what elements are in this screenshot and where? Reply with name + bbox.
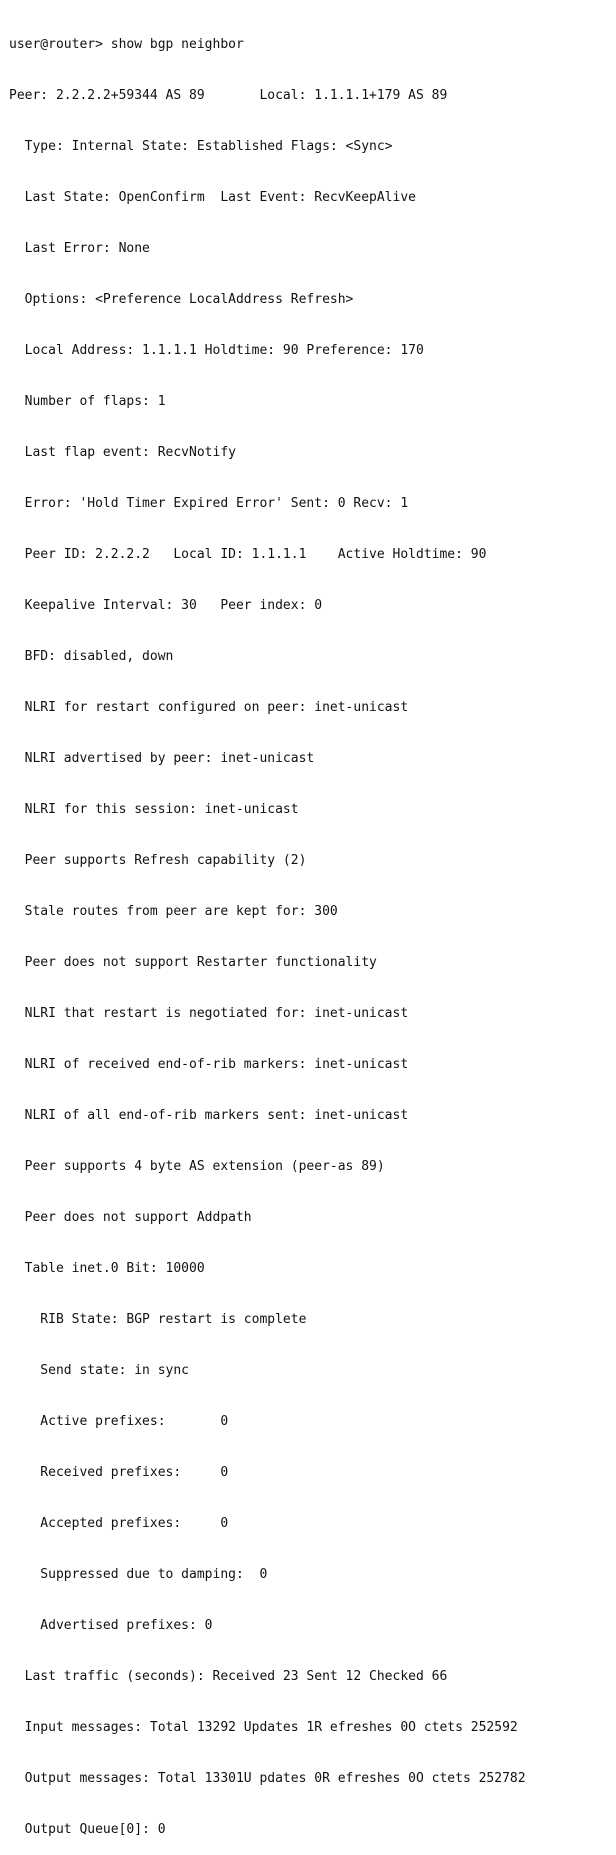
output-line: NLRI for restart configured on peer: inet-unicast <box>9 700 409 715</box>
output-line: Output Queue[0]: 0 <box>9 1822 166 1837</box>
output-line: NLRI of all end-of-rib markers sent: inet-unicast <box>9 1108 409 1123</box>
output-line: Local Address: 1.1.1.1 Holdtime: 90 Preference: 170 <box>9 343 424 358</box>
output-line: NLRI advertised by peer: inet-unicast <box>9 751 315 766</box>
output-line: Error: 'Hold Timer Expired Error' Sent: 0 Recv: 1 <box>9 496 409 511</box>
output-line: Stale routes from peer are kept for: 300 <box>9 904 338 919</box>
output-line: Active prefixes: 0 <box>9 1414 229 1429</box>
output-line: Peer supports 4 byte AS extension (peer-as 89) <box>9 1159 385 1174</box>
output-line: Advertised prefixes: 0 <box>9 1618 213 1633</box>
output-line: Peer supports Refresh capability (2) <box>9 853 307 868</box>
output-line: Number of flaps: 1 <box>9 394 166 409</box>
output-line: Received prefixes: 0 <box>9 1465 229 1480</box>
output-line: NLRI for this session: inet-unicast <box>9 802 299 817</box>
output-line: Last State: OpenConfirm Last Event: RecvKeepAlive <box>9 190 416 205</box>
output-line: Accepted prefixes: 0 <box>9 1516 229 1531</box>
output-line: BFD: disabled, down <box>9 649 174 664</box>
output-line: Last traffic (seconds): Received 23 Sent 12 Checked 66 <box>9 1669 448 1684</box>
output-line: RIB State: BGP restart is complete <box>9 1312 307 1327</box>
output-line: Keepalive Interval: 30 Peer index: 0 <box>9 598 323 613</box>
output-line: Peer: 2.2.2.2+59344 AS 89 Local: 1.1.1.1+179 AS 89 <box>9 88 448 103</box>
output-line: Suppressed due to damping: 0 <box>9 1567 268 1582</box>
output-line: Output messages: Total 13301U pdates 0R efreshes 0O ctets 252782 <box>9 1771 526 1786</box>
output-line: Input messages: Total 13292 Updates 1R efreshes 0O ctets 252592 <box>9 1720 518 1735</box>
output-line: Peer does not support Restarter functionality <box>9 955 377 970</box>
output-line: Type: Internal State: Established Flags: <Sync> <box>9 139 393 154</box>
output-line: Last flap event: RecvNotify <box>9 445 236 460</box>
output-line: Options: <Preference LocalAddress Refresh> <box>9 292 354 307</box>
output-line: NLRI of received end-of-rib markers: inet-unicast <box>9 1057 409 1072</box>
output-line: Last Error: None <box>9 241 150 256</box>
output-line: NLRI that restart is negotiated for: inet-unicast <box>9 1006 409 1021</box>
command-line: user@router> show bgp neighbor <box>9 37 244 52</box>
output-line: Peer ID: 2.2.2.2 Local ID: 1.1.1.1 Active Holdtime: 90 <box>9 547 487 562</box>
output-line: Table inet.0 Bit: 10000 <box>9 1261 205 1276</box>
output-line: Peer does not support Addpath <box>9 1210 252 1225</box>
output-line: Send state: in sync <box>9 1363 190 1378</box>
